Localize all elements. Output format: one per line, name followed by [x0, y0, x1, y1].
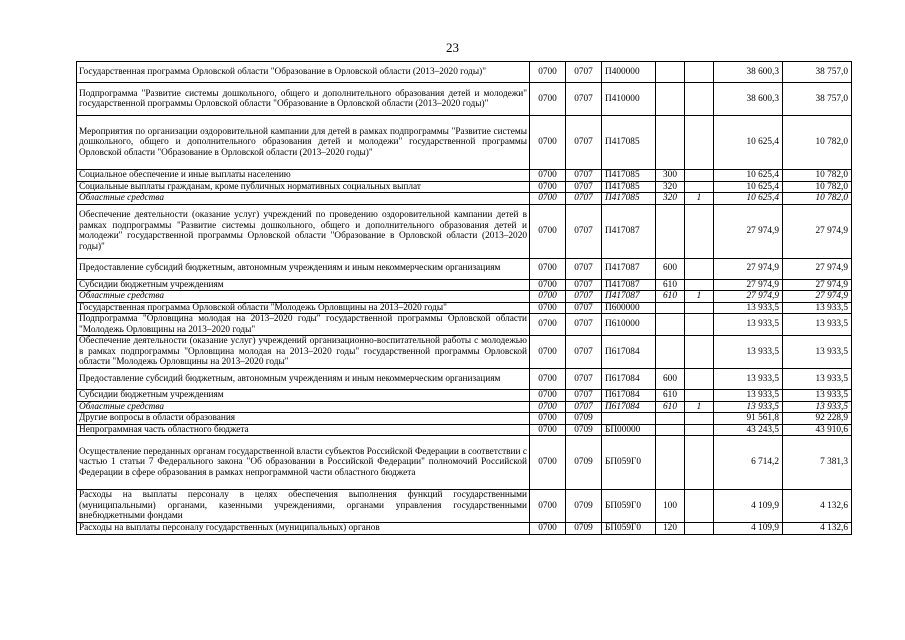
row-expense-type — [656, 424, 685, 436]
row-amount-2015: 13 933,5 — [783, 401, 852, 413]
table-row — [77, 436, 852, 490]
row-expense-type — [656, 436, 685, 490]
row-subsection-code: 0707 — [566, 204, 602, 258]
row-funding-source: 1 — [685, 401, 714, 413]
row-expense-type — [656, 116, 685, 170]
table-row — [77, 204, 852, 258]
row-amount-2015: 10 782,0 — [783, 170, 852, 182]
row-subsection-code: 0707 — [566, 181, 602, 193]
row-amount-2014: 10 625,4 — [714, 193, 783, 205]
row-expense-type: 320 — [656, 193, 685, 205]
row-funding-source — [685, 83, 714, 116]
row-section-code: 0700 — [530, 302, 566, 314]
row-name: Расходы на выплаты персоналу в целях обеспечения выполнения функций государственными (муниципальными) органами, казенными учреждениями, органами управления государственными внебюджетными фондами — [77, 490, 530, 523]
row-subsection-code: 0707 — [566, 193, 602, 205]
row-expense-type: 600 — [656, 258, 685, 279]
row-amount-2015: 13 933,5 — [783, 336, 852, 369]
page-number: 23 — [446, 40, 459, 55]
table-row — [77, 523, 852, 535]
row-section-code: 0700 — [530, 369, 566, 390]
table-row — [77, 424, 852, 436]
row-expense-type — [656, 336, 685, 369]
row-target-article: П417085 — [602, 116, 656, 170]
row-name: Государственная программа Орловской области "Образование в Орловской области (2013–2020 годы)" — [77, 62, 530, 83]
row-amount-2014: 43 243,5 — [714, 424, 783, 436]
row-expense-type: 610 — [656, 291, 685, 303]
row-section-code: 0700 — [530, 193, 566, 205]
row-subsection-code: 0709 — [566, 424, 602, 436]
row-amount-2014: 13 933,5 — [714, 401, 783, 413]
row-target-article: БП059Г0 — [602, 523, 656, 535]
row-target-article: П417087 — [602, 204, 656, 258]
row-subsection-code: 0707 — [566, 279, 602, 291]
row-name: Мероприятия по организации оздоровительной кампании для детей в рамках подпрограммы "Развитие системы дошкольного, общего и дополнительного образования детей и молодежи" государственной программы Орловской области "Образование в Орловской области (2013–2020 годы)" — [77, 116, 530, 170]
row-amount-2015: 10 782,0 — [783, 193, 852, 205]
row-amount-2014: 10 625,4 — [714, 181, 783, 193]
row-target-article: П400000 — [602, 62, 656, 83]
row-name: Социальное обеспечение и иные выплаты населению — [77, 170, 530, 182]
table-row — [77, 314, 852, 336]
row-amount-2014: 13 933,5 — [714, 390, 783, 402]
row-section-code: 0700 — [530, 279, 566, 291]
row-name: Непрограммная часть областного бюджета — [77, 424, 530, 436]
row-amount-2015: 13 933,5 — [783, 302, 852, 314]
row-name: Обеспечение деятельности (оказание услуг) учреждений по проведению оздоровительной кампании детей в рамках подпрограммы "Развитие системы дошкольного, общего и дополнительного образования детей и молодежи" государственной программы Орловской области "Образование в Орловской области (2013–2020 годы)" — [77, 204, 530, 258]
row-expense-type: 300 — [656, 170, 685, 182]
row-target-article: П417085 — [602, 193, 656, 205]
row-subsection-code: 0707 — [566, 302, 602, 314]
row-expense-type — [656, 413, 685, 425]
row-target-article: БП00000 — [602, 424, 656, 436]
row-name: Осуществление переданных органам государственной власти субъектов Российской Федерации в соответствии с частью 1 статьи 7 Федерального закона "Об образовании в Российской Федерации" полномочий Российской Федерации в сфере образования в рамках непрограммной части областного бюджета — [77, 436, 530, 490]
row-section-code: 0700 — [530, 413, 566, 425]
row-funding-source — [685, 279, 714, 291]
row-section-code: 0700 — [530, 181, 566, 193]
row-target-article: П417087 — [602, 258, 656, 279]
table-row — [77, 258, 852, 279]
row-funding-source — [685, 336, 714, 369]
table-row — [77, 390, 852, 402]
table-body — [77, 62, 852, 535]
row-subsection-code: 0707 — [566, 401, 602, 413]
row-name: Областные средства — [77, 193, 530, 205]
row-subsection-code: 0707 — [566, 62, 602, 83]
row-amount-2014: 10 625,4 — [714, 116, 783, 170]
row-section-code: 0700 — [530, 204, 566, 258]
row-name: Областные средства — [77, 291, 530, 303]
row-expense-type: 320 — [656, 181, 685, 193]
table-row — [77, 401, 852, 413]
row-amount-2015: 27 974,9 — [783, 204, 852, 258]
row-name: Предоставление субсидий бюджетным, автономным учреждениям и иным некоммерческим организациям — [77, 369, 530, 390]
row-amount-2015: 27 974,9 — [783, 279, 852, 291]
row-name: Другие вопросы в области образования — [77, 413, 530, 425]
row-funding-source — [685, 424, 714, 436]
row-target-article: БП059Г0 — [602, 436, 656, 490]
row-section-code: 0700 — [530, 170, 566, 182]
row-target-article: П617084 — [602, 336, 656, 369]
row-name: Государственная программа Орловской области "Молодежь Орловщины на 2013–2020 годы" — [77, 302, 530, 314]
row-expense-type — [656, 83, 685, 116]
table-row — [77, 369, 852, 390]
row-name: Субсидии бюджетным учреждениям — [77, 390, 530, 402]
row-expense-type — [656, 302, 685, 314]
row-funding-source — [685, 170, 714, 182]
row-funding-source — [685, 369, 714, 390]
row-amount-2014: 4 109,9 — [714, 523, 783, 535]
row-amount-2014: 10 625,4 — [714, 170, 783, 182]
row-name: Областные средства — [77, 401, 530, 413]
table-row — [77, 302, 852, 314]
row-section-code: 0700 — [530, 424, 566, 436]
row-amount-2014: 13 933,5 — [714, 369, 783, 390]
row-amount-2014: 27 974,9 — [714, 291, 783, 303]
row-target-article: П417085 — [602, 170, 656, 182]
row-target-article: П417087 — [602, 279, 656, 291]
row-section-code: 0700 — [530, 436, 566, 490]
row-section-code: 0700 — [530, 258, 566, 279]
table-row — [77, 490, 852, 523]
row-amount-2014: 38 600,3 — [714, 83, 783, 116]
row-amount-2015: 4 132,6 — [783, 523, 852, 535]
row-funding-source — [685, 523, 714, 535]
row-section-code: 0700 — [530, 490, 566, 523]
row-subsection-code: 0707 — [566, 336, 602, 369]
row-subsection-code: 0709 — [566, 523, 602, 535]
row-funding-source — [685, 413, 714, 425]
row-subsection-code: 0707 — [566, 390, 602, 402]
row-funding-source — [685, 62, 714, 83]
row-funding-source — [685, 436, 714, 490]
row-amount-2014: 13 933,5 — [714, 314, 783, 336]
table-row — [77, 116, 852, 170]
row-expense-type: 610 — [656, 390, 685, 402]
row-target-article: П610000 — [602, 314, 656, 336]
row-expense-type — [656, 204, 685, 258]
row-funding-source — [685, 302, 714, 314]
row-subsection-code: 0707 — [566, 291, 602, 303]
row-amount-2014: 27 974,9 — [714, 258, 783, 279]
row-name: Расходы на выплаты персоналу государственных (муниципальных) органов — [77, 523, 530, 535]
row-subsection-code: 0709 — [566, 490, 602, 523]
row-target-article — [602, 413, 656, 425]
row-amount-2014: 13 933,5 — [714, 336, 783, 369]
row-funding-source — [685, 490, 714, 523]
row-amount-2014: 13 933,5 — [714, 302, 783, 314]
row-funding-source — [685, 258, 714, 279]
row-section-code: 0700 — [530, 401, 566, 413]
row-name: Субсидии бюджетным учреждениям — [77, 279, 530, 291]
row-amount-2014: 6 714,2 — [714, 436, 783, 490]
row-target-article: БП059Г0 — [602, 490, 656, 523]
row-amount-2014: 27 974,9 — [714, 204, 783, 258]
row-target-article: П600000 — [602, 302, 656, 314]
row-name: Подпрограмма "Развитие системы дошкольного, общего и дополнительного образования детей и молодежи" государственной программы Орловской области "Образование в Орловской области (2013–2020 годы)" — [77, 83, 530, 116]
table-row — [77, 291, 852, 303]
row-target-article: П417087 — [602, 291, 656, 303]
table-row — [77, 193, 852, 205]
row-expense-type: 600 — [656, 369, 685, 390]
row-subsection-code: 0709 — [566, 413, 602, 425]
row-funding-source — [685, 314, 714, 336]
row-expense-type: 610 — [656, 279, 685, 291]
row-subsection-code: 0707 — [566, 116, 602, 170]
row-section-code: 0700 — [530, 83, 566, 116]
row-target-article: П417085 — [602, 181, 656, 193]
table-row — [77, 170, 852, 182]
row-section-code: 0700 — [530, 523, 566, 535]
row-funding-source — [685, 116, 714, 170]
row-amount-2015: 13 933,5 — [783, 390, 852, 402]
row-expense-type: 610 — [656, 401, 685, 413]
budget-table — [76, 61, 852, 535]
row-funding-source: 1 — [685, 193, 714, 205]
row-section-code: 0700 — [530, 336, 566, 369]
row-name: Социальные выплаты гражданам, кроме публичных нормативных социальных выплат — [77, 181, 530, 193]
table-row — [77, 62, 852, 83]
row-expense-type — [656, 314, 685, 336]
row-funding-source: 1 — [685, 291, 714, 303]
row-expense-type: 120 — [656, 523, 685, 535]
row-subsection-code: 0707 — [566, 170, 602, 182]
row-target-article: П617084 — [602, 369, 656, 390]
row-amount-2015: 38 757,0 — [783, 83, 852, 116]
row-amount-2014: 4 109,9 — [714, 490, 783, 523]
row-name: Предоставление субсидий бюджетным, автономным учреждениям и иным некоммерческим организациям — [77, 258, 530, 279]
row-subsection-code: 0707 — [566, 83, 602, 116]
row-expense-type — [656, 62, 685, 83]
row-funding-source — [685, 390, 714, 402]
row-amount-2015: 38 757,0 — [783, 62, 852, 83]
row-funding-source — [685, 204, 714, 258]
row-amount-2015: 27 974,9 — [783, 291, 852, 303]
row-amount-2015: 92 228,9 — [783, 413, 852, 425]
table-row — [77, 83, 852, 116]
row-subsection-code: 0707 — [566, 369, 602, 390]
table-row — [77, 279, 852, 291]
row-target-article: П410000 — [602, 83, 656, 116]
row-subsection-code: 0707 — [566, 314, 602, 336]
row-section-code: 0700 — [530, 291, 566, 303]
row-name: Обеспечение деятельности (оказание услуг) учреждений организационно-воспитательной работы с молодежью в рамках подпрограммы "Орловщина молодая на 2013–2020 годы" государственной программы Орловской области "Молодежь Орловщины на 2013–2020 годы" — [77, 336, 530, 369]
row-target-article: П617084 — [602, 390, 656, 402]
row-subsection-code: 0707 — [566, 258, 602, 279]
row-amount-2014: 38 600,3 — [714, 62, 783, 83]
row-target-article: П617084 — [602, 401, 656, 413]
row-funding-source — [685, 181, 714, 193]
row-amount-2014: 91 561,8 — [714, 413, 783, 425]
table-row — [77, 181, 852, 193]
row-amount-2015: 13 933,5 — [783, 314, 852, 336]
table-row — [77, 413, 852, 425]
row-amount-2015: 10 782,0 — [783, 181, 852, 193]
row-subsection-code: 0709 — [566, 436, 602, 490]
row-expense-type: 100 — [656, 490, 685, 523]
row-section-code: 0700 — [530, 62, 566, 83]
row-amount-2015: 7 381,3 — [783, 436, 852, 490]
row-amount-2015: 4 132,6 — [783, 490, 852, 523]
row-name: Подпрограмма "Орловщина молодая на 2013–2020 годы" государственной программы Орловской области "Молодежь Орловщины на 2013–2020 годы" — [77, 314, 530, 336]
row-amount-2015: 43 910,6 — [783, 424, 852, 436]
row-amount-2015: 13 933,5 — [783, 369, 852, 390]
table-row — [77, 336, 852, 369]
row-section-code: 0700 — [530, 390, 566, 402]
row-section-code: 0700 — [530, 314, 566, 336]
row-amount-2015: 27 974,9 — [783, 258, 852, 279]
row-amount-2015: 10 782,0 — [783, 116, 852, 170]
row-section-code: 0700 — [530, 116, 566, 170]
row-amount-2014: 27 974,9 — [714, 279, 783, 291]
